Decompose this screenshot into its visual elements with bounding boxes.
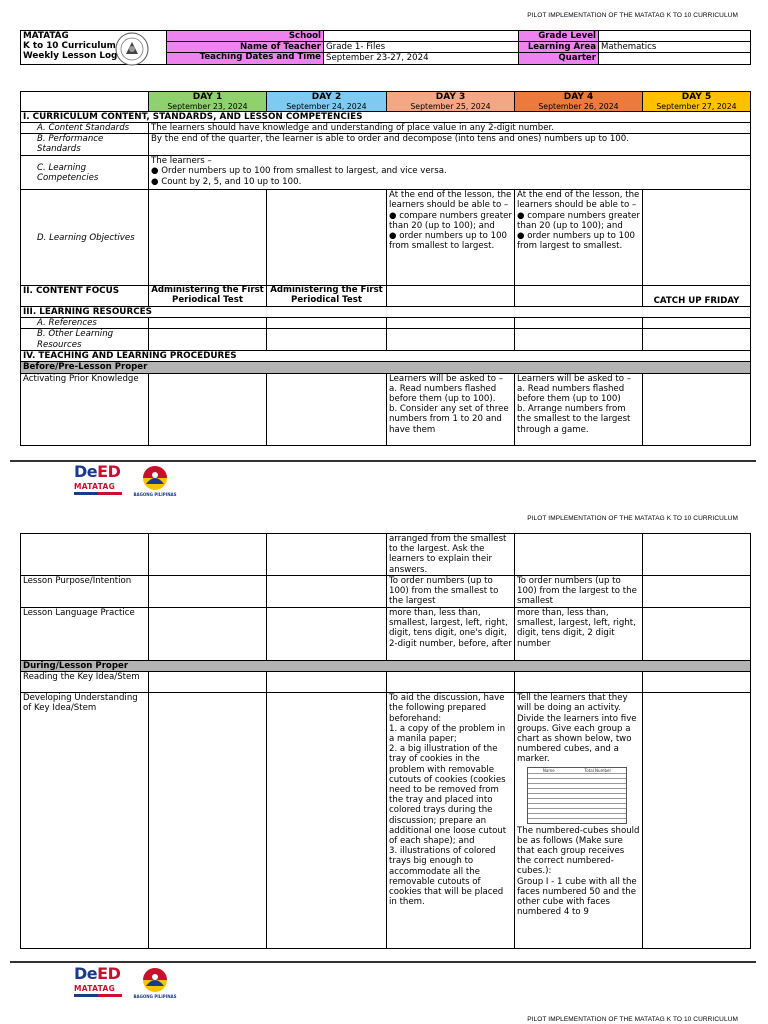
developing-understanding-label: Developing Understanding of Key Idea/Stem [21, 693, 149, 949]
section-curriculum: I. CURRICULUM CONTENT, STANDARDS, AND LESSON COMPETENCIES [21, 112, 751, 123]
focus-day1: Administering the First Periodical Test [149, 286, 267, 307]
during-lesson-band: During/Lesson Proper [21, 661, 751, 672]
content-standards-label: A. Content Standards [21, 123, 149, 134]
corner-cell [21, 92, 149, 112]
dates-label: Teaching Dates and Time [167, 53, 324, 64]
language-practice-label: Lesson Language Practice [21, 608, 149, 661]
pilot-header-page3: PILOT IMPLEMENTATION OF THE MATATAG K TO 10 CURRICULUM [527, 1016, 738, 1023]
performance-standards-text: By the end of the quarter, the learner is able to order and decompose (into tens and ones) numbers up to 100. [149, 134, 751, 156]
objectives-day1 [149, 190, 267, 286]
references-label: A. References [21, 318, 149, 329]
objectives-day3: At the end of the lesson, the learners should be able to – ● compare numbers greater than 20 (up to 100); and ● order numbers up to 100 from smallest to largest. [387, 190, 515, 286]
quarter-label: Quarter [519, 53, 599, 64]
focus-day5: CATCH UP FRIDAY [643, 286, 751, 307]
lesson-log-table-page2 [20, 533, 751, 949]
teacher-value: Grade 1- Files [324, 42, 519, 53]
school-label: School [167, 31, 324, 42]
focus-day2: Administering the First Periodical Test [267, 286, 387, 307]
activating-label: Activating Prior Knowledge [21, 373, 149, 445]
day1-header: DAY 1 September 23, 2024 [149, 92, 267, 112]
bagong-pilipinas-logo-icon [133, 464, 177, 498]
section-content-focus: II. CONTENT FOCUS [21, 286, 149, 307]
before-lesson-band: Before/Pre-Lesson Proper [21, 362, 751, 373]
objectives-day2 [267, 190, 387, 286]
deped-seal-icon [115, 32, 149, 66]
learning-objectives-label: D. Learning Objectives [21, 190, 149, 286]
grade-level-value [599, 31, 751, 42]
grade-level-label: Grade Level [519, 31, 599, 42]
page1-footer-rule [10, 460, 756, 462]
learning-area-label: Learning Area [519, 42, 599, 53]
focus-day3 [387, 286, 515, 307]
group-chart-illustration: Name Total Number [527, 767, 627, 824]
teacher-label: Name of Teacher [167, 42, 324, 53]
deped-matatag-logo: DeED MATATAG [74, 464, 126, 496]
language-day3: more than, less than, smallest, largest, left, right, digit, tens digit, one's digit, 2-digit number, before, after [387, 608, 515, 661]
objectives-day4: At the end of the lesson, the learners should be able to – ● compare numbers greater than 20 (up to 100); and ● order numbers up to 100 from largest to smallest. [515, 190, 643, 286]
svg-text:BAGONG PILIPINAS: BAGONG PILIPINAS [133, 492, 177, 497]
learning-area-value: Mathematics [599, 42, 751, 53]
content-standards-text: The learners should have knowledge and understanding of place value in any 2-digit number. [149, 123, 751, 134]
developing-day3: To aid the discussion, have the following prepared beforehand: 1. a copy of the problem in a manila paper; 2. a big illustration of the tray of cookies in the problem with removable cutouts of cookies (cookies need to be removed from the tray and placed into colored trays during the discussion; prepare an additional one loose cutout of each shape); and 3. illustrations of colored trays big enough to accommodate all the removable cutouts of cookies that will be placed in them. [387, 693, 515, 949]
activating-day3-continued: arranged from the smallest to the largest. Ask the learners to explain their answers. [387, 534, 515, 576]
focus-day4 [515, 286, 643, 307]
reading-key-idea-label: Reading the Key Idea/Stem [21, 672, 149, 693]
purpose-label: Lesson Purpose/Intention [21, 576, 149, 608]
pilot-header: PILOT IMPLEMENTATION OF THE MATATAG K TO 10 CURRICULUM [527, 12, 738, 19]
section-procedures: IV. TEACHING AND LEARNING PROCEDURES [21, 351, 751, 362]
learning-competencies-text: The learners – ● Order numbers up to 100 from smallest to largest, and vice versa. ● Count by 2, 5, and 10 up to 100. [149, 156, 751, 190]
lesson-log-table-page1 [20, 91, 751, 446]
day4-header: DAY 4 September 26, 2024 [515, 92, 643, 112]
dates-value: September 23-27, 2024 [324, 53, 519, 64]
school-value [324, 31, 519, 42]
purpose-day4: To order numbers (up to 100) from the largest to the smallest [515, 576, 643, 608]
performance-standards-label: B. Performance Standards [21, 134, 149, 156]
section-learning-resources: III. LEARNING RESOURCES [21, 307, 751, 318]
developing-day4: Tell the learners that they will be doing an activity. Divide the learners into five groups. Give each group a chart as shown below, two numbered cubes, and a marker. Name Total Number The numbered-cubes should be as follows (Make sure that each group receives the correct numbered-cubes.): Group I - 1 cube with all the faces numbered 50 and the other cube with faces numbered 4 to 9 [515, 693, 643, 949]
bagong-pilipinas-logo-icon-2 [133, 966, 177, 1000]
purpose-day3: To order numbers (up to 100) from the smallest to the largest [387, 576, 515, 608]
header-info-table [20, 30, 751, 65]
language-day4: more than, less than, smallest, largest, left, right, digit, tens digit, 2 digit number [515, 608, 643, 661]
quarter-value [599, 53, 751, 64]
svg-text:BAGONG PILIPINAS: BAGONG PILIPINAS [133, 994, 177, 999]
learning-competencies-label: C. Learning Competencies [21, 156, 149, 190]
day2-header: DAY 2 September 24, 2024 [267, 92, 387, 112]
objectives-day5 [643, 190, 751, 286]
day3-header: DAY 3 September 25, 2024 [387, 92, 515, 112]
page2-footer-logos [74, 964, 177, 1000]
activating-day3: Learners will be asked to – a. Read numbers flashed before them (up to 100). b. Consider any set of three numbers from 1 to 20 and have them [387, 373, 515, 445]
page1-footer-logos [74, 462, 177, 498]
page2-footer-rule [10, 961, 756, 963]
title-block: MATATAG K to 10 Curriculum Weekly Lesson Log [21, 31, 167, 65]
activating-day4: Learners will be asked to – a. Read numbers flashed before them (up to 100) b. Arrange numbers from the smallest to the largest through a game. [515, 373, 643, 445]
day5-header: DAY 5 September 27, 2024 [643, 92, 751, 112]
deped-matatag-logo-2: DeED MATATAG [74, 966, 126, 998]
pilot-header-page2: PILOT IMPLEMENTATION OF THE MATATAG K TO 10 CURRICULUM [527, 515, 738, 522]
other-resources-label: B. Other Learning Resources [21, 329, 149, 351]
